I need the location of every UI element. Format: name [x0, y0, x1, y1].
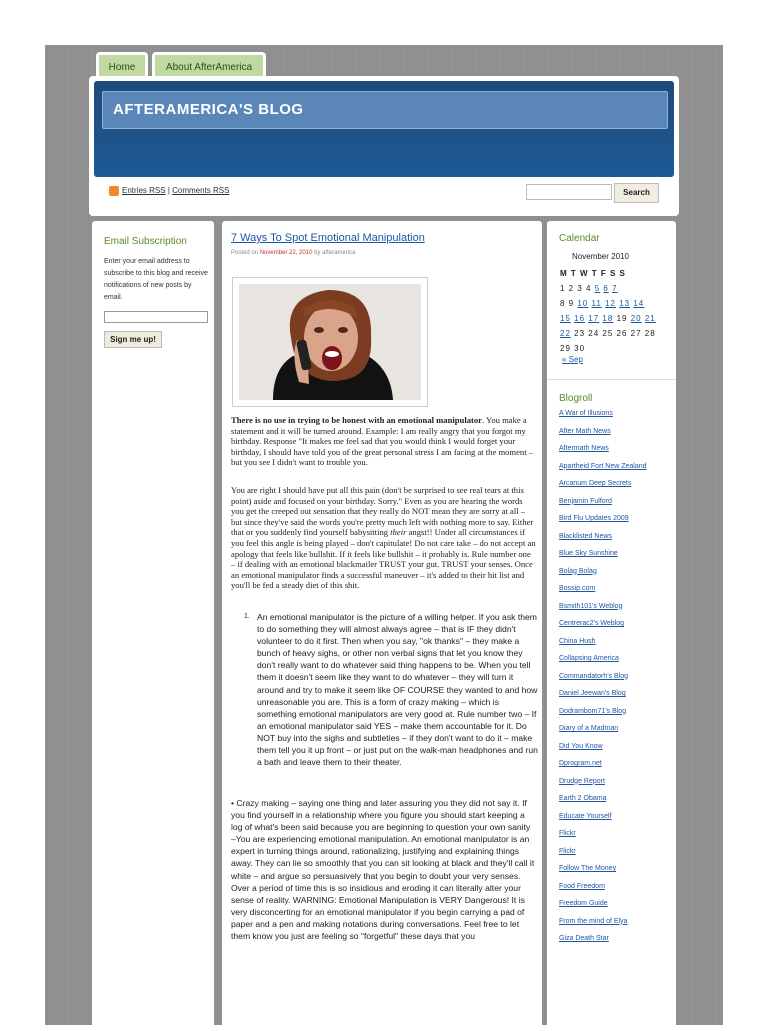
meta-author: by afteramerica: [314, 250, 356, 256]
calendar-week-3: [560, 314, 656, 323]
left-sidebar: [92, 221, 214, 1031]
feed-separator: |: [167, 186, 170, 196]
rss-icon: [109, 186, 119, 196]
post-image: [232, 277, 428, 407]
blogroll-list: [559, 409, 647, 952]
sidebar-divider: [547, 379, 676, 380]
blogroll-link[interactable]: China Hush: [559, 637, 596, 645]
post-date-link[interactable]: November 22, 2010: [259, 250, 313, 256]
bullet-item-text: Crazy making – saying one thing and later assuring you they did not say it. If you find yourself in a relationship where you figure you should start keeping a log of what's been said because you are beginning to question your own sanity –You are experiencing emotional manipulation. An emotional manipulator is an expert in turning things around, rationalizing, justifying and explaining things away. They can lie so smoothly that you can sit looking at black and they'll call it white – and argue so persuasively that you begin to doubt your very senses. Over a period of time this is so insidious and eroding it can literally alter your sense of reality. WARNING: Emotional Manipulation is VERY Dangerous! It is very disconcerting for an emotional manipulator if you begin carrying a pad of paper and a pen and making notations during conversations. Feel free to let them know you just are feeling so "forgetful" these days that you: [231, 798, 535, 942]
calendar-days: 8 9: [560, 299, 575, 308]
main-content: [222, 221, 542, 1031]
blogroll-link[interactable]: Giza Death Star: [559, 935, 609, 942]
calendar-days: 19: [616, 314, 628, 323]
calendar-day-link[interactable]: 7: [612, 284, 618, 293]
blogroll-link[interactable]: Bossip.com: [559, 585, 596, 592]
blogroll-link[interactable]: Blacklisted News: [559, 532, 612, 540]
post-paragraph-1: [231, 415, 536, 468]
blogroll-link[interactable]: Earth 2 Obama: [559, 795, 607, 802]
email-subscription-title: Email Subscription: [104, 236, 187, 247]
blogroll-link[interactable]: Commandatorh's Blog: [559, 672, 629, 680]
blogroll-link[interactable]: Arcanum Deep Secrets: [559, 480, 632, 487]
calendar-week-5: [560, 344, 585, 353]
blogroll-link[interactable]: Bsmith101's Weblog: [559, 602, 623, 610]
calendar-day-link[interactable]: 14: [633, 299, 645, 308]
para2-emphasis: their: [390, 527, 407, 538]
blogroll-link[interactable]: Benjamin Fulford: [559, 497, 612, 505]
feed-links: [109, 186, 229, 196]
post-title[interactable]: 7 Ways To Spot Emotional Manipulation: [231, 232, 425, 244]
blogroll-link[interactable]: Follow The Money: [559, 865, 617, 872]
blogroll-link[interactable]: After Math News: [559, 427, 611, 435]
blog-header: [89, 76, 679, 216]
calendar-day-link[interactable]: 20: [630, 314, 642, 323]
blogroll-link[interactable]: Did You Know: [559, 742, 603, 750]
para2-text-b: angst!! Under all circumstances if you feel this angle is being played – don't capitulate! Do not care take – do not accept an apology that feels like bullshit. If it feels like bullshit – it probably is. Rule number one – if dealing with an emotional blackmailer TRUST your gut. TRUST your senses. Once an emotional manipulator finds a successful maneuver – it's added to their hit list and you'll be fed a steady diet of this shit.: [231, 527, 536, 591]
blogroll-link[interactable]: Bolag Bolag: [559, 567, 597, 575]
search-input[interactable]: [526, 184, 612, 200]
bullet-item: [231, 797, 537, 942]
blogroll-link[interactable]: Flickr: [559, 847, 576, 855]
subscription-description: Enter your email address to subscribe to this blog and receive notifications of new posts by email.: [104, 258, 208, 301]
blog-title[interactable]: AFTERAMERICA'S BLOG: [113, 101, 304, 118]
calendar-title: Calendar: [559, 233, 600, 244]
entries-rss-link[interactable]: Entries RSS: [122, 186, 166, 196]
bullet-icon: •: [231, 798, 235, 808]
calendar-day-link[interactable]: 10: [577, 299, 589, 308]
blogroll-link[interactable]: Educate Yourself: [559, 812, 612, 820]
calendar-week-2: [560, 299, 644, 308]
calendar-day-link[interactable]: 17: [588, 314, 600, 323]
blogroll-link[interactable]: From the mind of Elya: [559, 917, 628, 925]
calendar-days: 23 24 25 26 27 28: [574, 329, 656, 338]
blogroll-link[interactable]: Food Freedom: [559, 882, 605, 890]
meta-prefix: Posted on: [231, 250, 259, 256]
calendar-day-link[interactable]: 5: [594, 284, 601, 293]
calendar-weekdays: M T W T F S S: [560, 269, 626, 278]
tab-home[interactable]: Home: [96, 52, 148, 78]
angry-woman-on-phone-image: [233, 278, 427, 406]
calendar-day-link[interactable]: 12: [605, 299, 616, 308]
calendar-day-link[interactable]: 11: [591, 299, 602, 308]
calendar-week-1: [560, 284, 618, 293]
para2-text-a: You are right I should have put all this pain (don't be surprised to see real tears at this point) aside and focused on your birthday. Sorry." Even as you are hearing the words you get the creeped out sensation that they really do NOT mean they are sorry at all – but since they've said the words you're pretty much left with nothing more to say. Either that or you suddenly find yourself babysitting: [231, 485, 534, 538]
post-paragraph-2: [231, 485, 536, 591]
calendar-week-4: [560, 329, 656, 338]
comments-rss-link[interactable]: Comments RSS: [172, 186, 230, 196]
calendar-day-link[interactable]: 22: [560, 329, 571, 338]
calendar-day-link[interactable]: 15: [560, 314, 571, 323]
calendar-day-link[interactable]: 18: [602, 314, 614, 323]
para1-lead: There is no use in trying to be honest with an emotional manipulator: [231, 415, 482, 425]
header-banner: [94, 81, 674, 177]
calendar-prev-link[interactable]: « Sep: [562, 355, 583, 364]
post-meta: [231, 250, 355, 256]
blogroll-title: Blogroll: [559, 393, 593, 404]
blogroll-link[interactable]: Freedom Guide: [559, 900, 608, 907]
title-bar: [102, 91, 668, 129]
blogroll-link[interactable]: Dodrambom71's Blog: [559, 707, 627, 715]
blogroll-link[interactable]: Bird Flu Updates 2009: [559, 515, 629, 522]
blogroll-link[interactable]: Blue Sky Sunshine: [559, 550, 618, 557]
calendar-days: 29 30: [560, 344, 586, 353]
tab-about[interactable]: About AfterAmerica: [152, 52, 266, 78]
calendar-day-link[interactable]: 6: [603, 284, 609, 293]
calendar-day-link[interactable]: 21: [644, 314, 656, 323]
calendar-day-link[interactable]: 13: [619, 299, 631, 308]
blogroll-link[interactable]: Diary of a Madman: [559, 725, 619, 732]
calendar-day-link[interactable]: 16: [574, 314, 586, 323]
search-button[interactable]: Search: [614, 183, 659, 203]
blogroll-link[interactable]: A War of Illusions: [559, 410, 613, 417]
blogroll-link[interactable]: Collapsing America: [559, 655, 619, 662]
blogroll-link[interactable]: Centrerac2's Weblog: [559, 620, 625, 627]
sign-up-button[interactable]: Sign me up!: [104, 331, 162, 348]
blogroll-link[interactable]: Drudge Report: [559, 777, 605, 785]
calendar-month: November 2010: [572, 252, 629, 261]
blogroll-link[interactable]: Flickr: [559, 830, 576, 837]
list-number: 1.: [244, 613, 250, 620]
calendar-days: 1 2 3 4: [560, 284, 592, 293]
blogroll-link[interactable]: Daniel Jeewan's Blog: [559, 690, 626, 697]
email-field[interactable]: [104, 311, 208, 323]
list-item-text: An emotional manipulator is the picture of a willing helper. If you ask them to do something they will almost always agree – that is IF they didn't volunteer to do it first. Then when you say, "ok thanks" – they make a bunch of heavy sighs, or other non verbal signs that let you know they don't really want to do whatever said thing happens to be. When you tell them it doesn't seem like they want to do whatever – they will turn it around and try to make it seem like OF COURSE they wanted to and how unreasonable you are. This is a form of crazy making – which is something emotional manipulators are very good at. Rule number two – If an emotional manipulator said YES – make them accountable for it. Do NOT buy into the sighs and subtleties – if they don't want to do it – make them tell you it up front – or just put on the walk-man headphones and run a bath and leave them to their theater.: [257, 612, 538, 768]
blogroll-link[interactable]: Apartheid Fort New Zealand: [559, 462, 647, 470]
para1-text: . You make a statement and it will be turned around. Example: I am really angry that you forgot my birthday. Response "It makes me feel sad that you would think I would forget your birthday, I should have told you of the great personal stress I am facing at the moment – but you see I didn't want to trouble you.: [231, 415, 534, 468]
right-sidebar: [547, 221, 676, 1031]
blogroll-link[interactable]: Aftermath News: [559, 445, 609, 452]
blogroll-link[interactable]: Dprogram.net: [559, 760, 602, 767]
